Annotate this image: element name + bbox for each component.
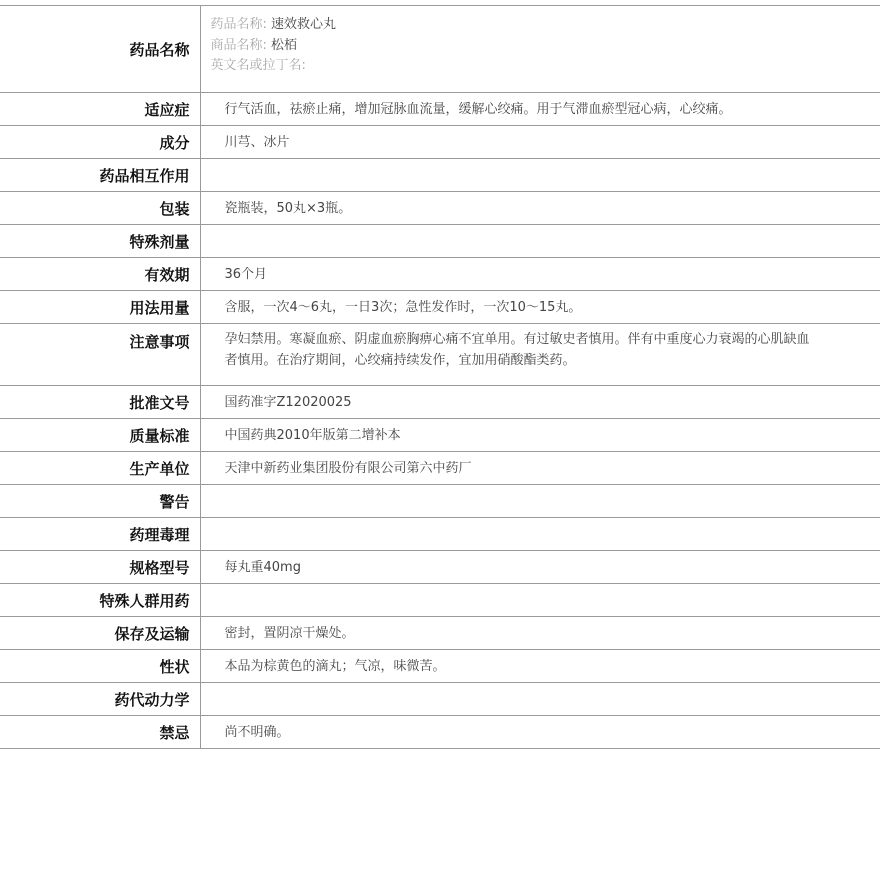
row-label: 药品相互作用 xyxy=(0,159,200,192)
row-pharmacokinetics xyxy=(0,683,880,716)
row-approval-number xyxy=(0,386,880,419)
row-value xyxy=(200,683,880,716)
row-value: 尚不明确。 xyxy=(200,716,880,749)
row-value xyxy=(200,518,880,551)
row-manufacturer xyxy=(0,452,880,485)
row-label: 警告 xyxy=(0,485,200,518)
row-quality-standard xyxy=(0,419,880,452)
generic-name-value: 速效救心丸 xyxy=(271,17,337,32)
row-special-populations xyxy=(0,584,880,617)
row-ingredients xyxy=(0,126,880,159)
row-value: 每丸重40mg xyxy=(200,551,880,584)
row-value: 国药准字Z12020025 xyxy=(200,386,880,419)
row-drug-interactions xyxy=(0,159,880,192)
row-value: 瓷瓶装，50丸×3瓶。 xyxy=(200,192,880,225)
row-value xyxy=(200,225,880,258)
row-label: 用法用量 xyxy=(0,291,200,324)
row-contraindications xyxy=(0,716,880,749)
row-label: 生产单位 xyxy=(0,452,200,485)
row-label: 特殊人群用药 xyxy=(0,584,200,617)
row-storage-transport xyxy=(0,617,880,650)
row-value xyxy=(200,485,880,518)
row-value: 密封，置阴凉干燥处。 xyxy=(200,617,880,650)
row-special-dosage xyxy=(0,225,880,258)
english-name-line xyxy=(211,56,880,77)
row-indications xyxy=(0,93,880,126)
row-value: 含服，一次4～6丸，一日3次；急性发作时，一次10～15丸。 xyxy=(200,291,880,324)
row-value: 本品为棕黄色的滴丸；气凉，味微苦。 xyxy=(200,650,880,683)
row-value xyxy=(200,159,880,192)
row-packaging xyxy=(0,192,880,225)
row-label: 有效期 xyxy=(0,258,200,291)
row-usage-dosage xyxy=(0,291,880,324)
drug-names-cell xyxy=(200,6,880,93)
row-pharmacology-toxicology xyxy=(0,518,880,551)
trade-name-value: 松栢 xyxy=(271,37,298,53)
row-value: 36个月 xyxy=(200,258,880,291)
row-label-drug-name: 药品名称 xyxy=(0,6,200,93)
row-label: 注意事项 xyxy=(0,324,200,386)
row-drug-names xyxy=(0,6,880,93)
row-value xyxy=(200,584,880,617)
trade-name-label: 商品名称: xyxy=(210,37,267,53)
row-label: 规格型号 xyxy=(0,551,200,584)
row-label: 批准文号 xyxy=(0,386,200,419)
row-specification xyxy=(0,551,880,584)
row-shelf-life xyxy=(0,258,880,291)
row-value: 川芎、冰片 xyxy=(200,126,880,159)
generic-name-label: 药品名称: xyxy=(210,17,267,32)
row-label: 保存及运输 xyxy=(0,617,200,650)
row-value: 行气活血，祛瘀止痛，增加冠脉血流量，缓解心绞痛。用于气滞血瘀型冠心病，心绞痛。 xyxy=(200,93,880,126)
row-label: 包装 xyxy=(0,192,200,225)
trade-name-line xyxy=(211,36,880,57)
row-label: 特殊剂量 xyxy=(0,225,200,258)
row-label: 质量标准 xyxy=(0,419,200,452)
row-label: 药理毒理 xyxy=(0,518,200,551)
english-name-label: 英文名或拉丁名: xyxy=(210,58,306,73)
row-value: 孕妇禁用。寒凝血瘀、阴虚血瘀胸痹心痛不宜单用。有过敏史者慎用。伴有中重度心力衰竭的心肌缺血者慎用。在治疗期间，心绞痛持续发作，宜加用硝酸酯类药。 xyxy=(200,324,880,386)
row-description xyxy=(0,650,880,683)
generic-name-line xyxy=(211,15,880,36)
row-value: 天津中新药业集团股份有限公司第六中药厂 xyxy=(200,452,880,485)
row-warning xyxy=(0,485,880,518)
row-label: 禁忌 xyxy=(0,716,200,749)
row-value: 中国药典2010年版第二增补本 xyxy=(200,419,880,452)
row-precautions xyxy=(0,324,880,386)
row-label: 成分 xyxy=(0,126,200,159)
drug-spec-table xyxy=(0,5,880,749)
row-label: 适应症 xyxy=(0,93,200,126)
row-label: 性状 xyxy=(0,650,200,683)
row-label: 药代动力学 xyxy=(0,683,200,716)
